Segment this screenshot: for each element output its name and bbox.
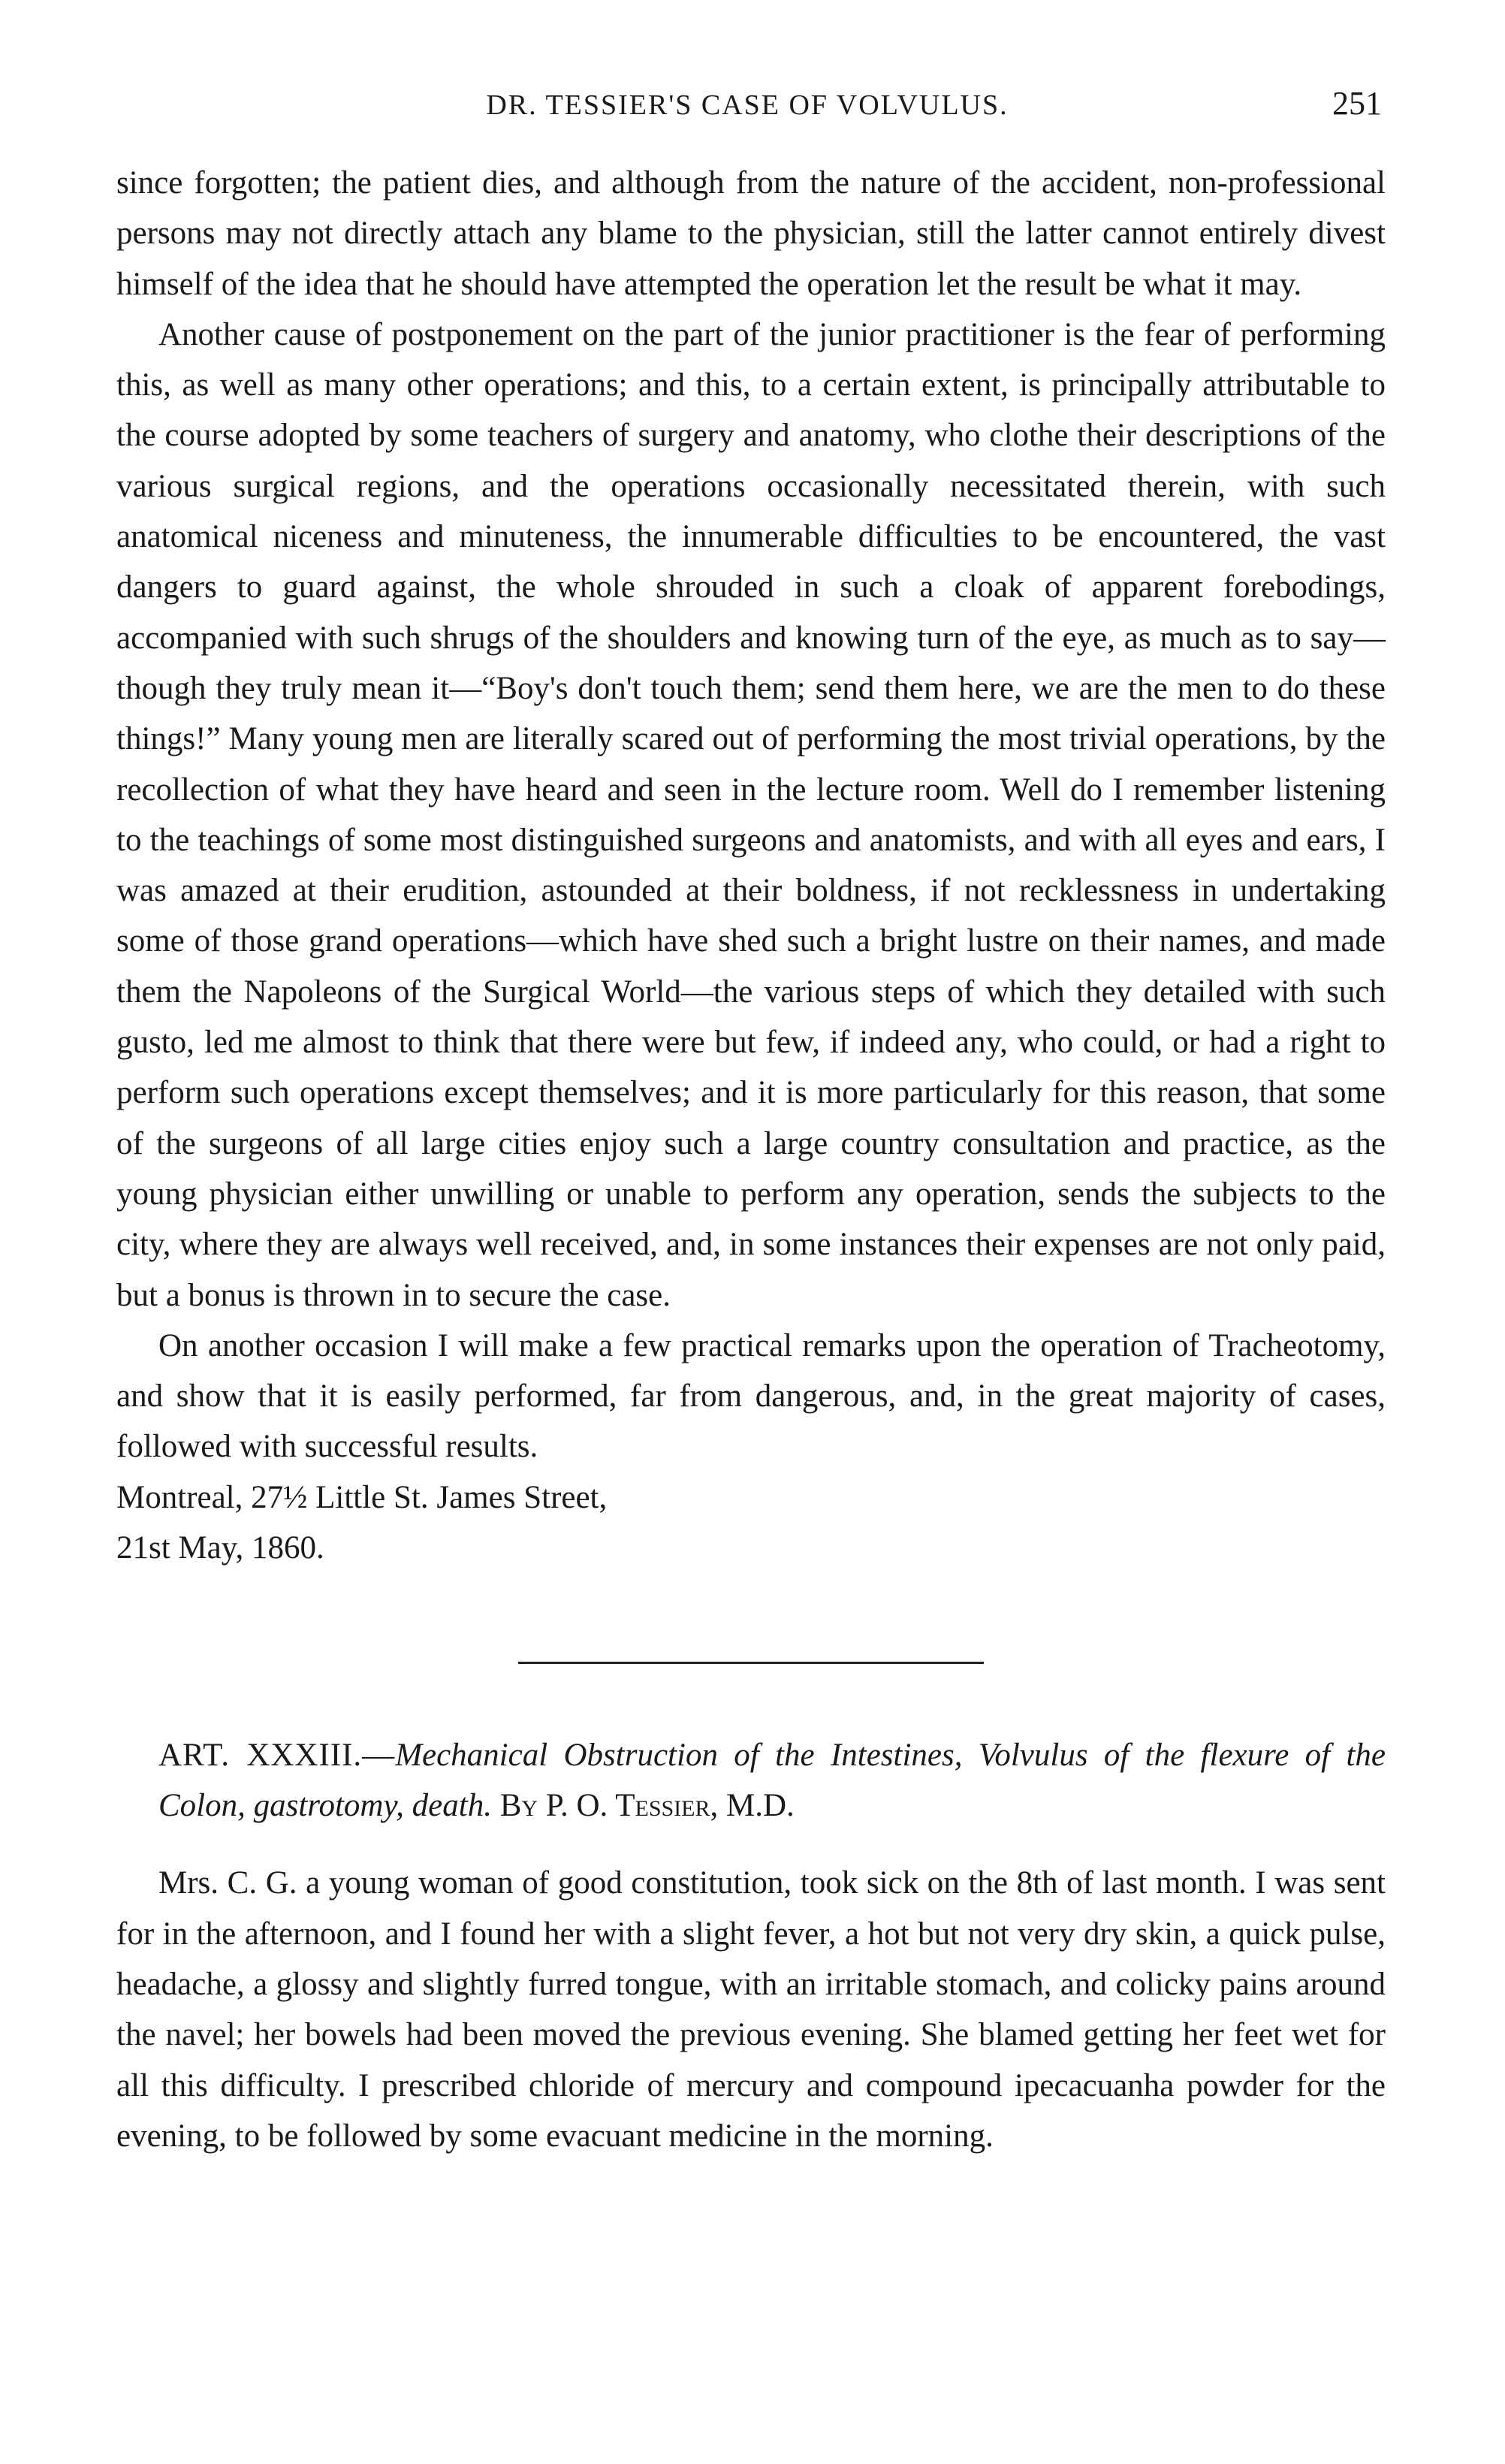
paragraph-postponement: Another cause of postponement on the part of the junior practitioner is the fear of performing this, as well as many other operations; and this, to a certain extent, is principally attributable to the course adopted by some teachers of surgery and anatomy, who clothe their descriptions of the various surgical regions, and the operations occasionally necessitated therein, with such anatomical niceness and minuteness, the innumerable difficulties to be encountered, the vast dangers to guard against, the whole shrouded in such a cloak of apparent forebodings, accompanied with such shrugs of the shoulders and knowing turn of the eye, as much as to say—though they truly mean it—“Boy's don't touch them; send them here, we are the men to do these things!” Many young men are literally scared out of performing the most trivial operations, by the recollection of what they have heard and seen in the lecture room. Well do I remember listening to the teachings of some most distinguished surgeons and anatomists, and with all eyes and ears, I was amazed at their erudition, astounded at their boldness, if not recklessness in undertaking some of those grand operations—which have shed such a bright lustre on their names, and made them the Napoleons of the Surgical World—the various steps of which they detailed with such gusto, led me almost to think that there were but few, if indeed any, who could, or had a right to perform such operations except themselves; and it is more particularly for this reason, that some of the surgeons of all large cities enjoy such a large country consultation and practice, as the young physician either unwilling or unable to perform any operation, sends the subjects to the city, where they are always well received, and, in some instances their expenses are not only paid, but a bonus is thrown in to secure the case. bbox=[116, 316, 1386, 1313]
page-header bbox=[113, 85, 1382, 134]
body-text bbox=[116, 158, 1386, 2161]
article-number: ART. XXXIII.— bbox=[158, 1738, 396, 1774]
section-divider bbox=[518, 1662, 984, 1664]
signature-date: 21st May, 1860. bbox=[116, 1530, 324, 1566]
article-heading bbox=[116, 1730, 1386, 1831]
paragraph-tracheotomy: On another occasion I will make a few practical remarks upon the operation of Tracheotomy, and show that it is easily performed, far from dangerous, and, in the great majority of cases, followed with successful results. bbox=[116, 1327, 1386, 1465]
paragraph-continued: since forgotten; the patient dies, and although from the nature of the accident, non-professional persons may not directly attach any blame to the physician, still the latter cannot entirely divest himself of the idea that he should have attempted the operation let the result be what it may. bbox=[116, 165, 1386, 302]
page-number: 251 bbox=[1332, 85, 1382, 122]
running-head: DR. TESSIER'S CASE OF VOLVULUS. bbox=[486, 89, 1009, 121]
article-title: Mechanical Obstruction of the Intestines, Volvulus of the flexure of the Colon, gastrotomy, death. bbox=[158, 1738, 1386, 1824]
signature-place: Montreal, 27½ Little St. James Street, bbox=[116, 1479, 608, 1515]
article-byline: By P. O. Tessier, M.D. bbox=[499, 1788, 795, 1824]
article-paragraph: Mrs. C. G. a young woman of good constitution, took sick on the 8th of last month. I was sent for in the afternoon, and I found her with a slight fever, a hot but not very dry skin, a quick pulse, headache, a glossy and slightly furred tongue, with an irritable stomach, and colicky pains around the navel; her bowels had been moved the previous evening. She blamed getting her feet wet for all this difficulty. I prescribed chloride of mercury and compound ipecacuanha powder for the evening, to be followed by some evacuant medicine in the morning. bbox=[116, 1865, 1386, 2154]
